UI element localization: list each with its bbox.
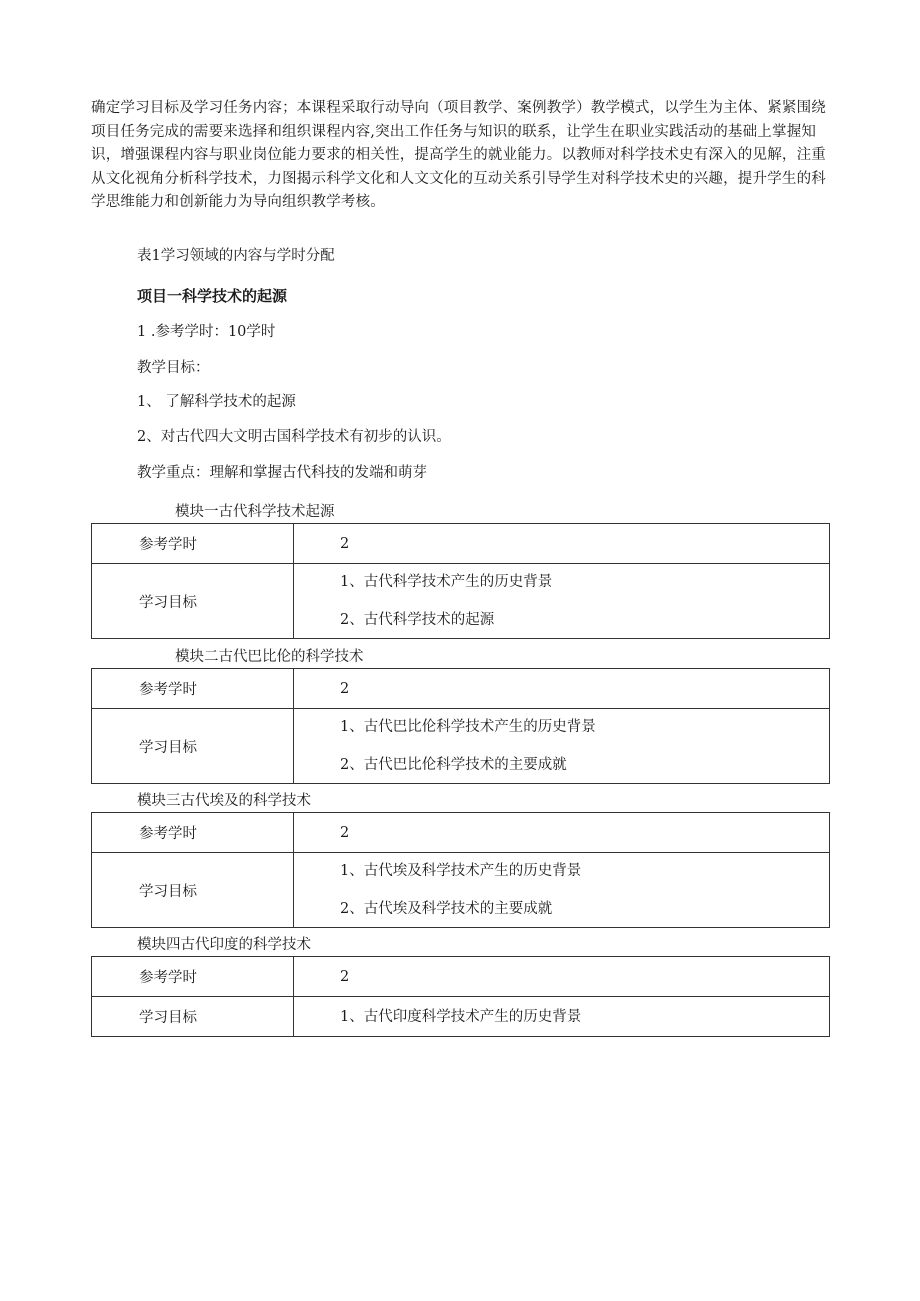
teaching-focus: 教学重点：理解和掌握古代科技的发端和萌芽 (137, 465, 427, 481)
goals-cell (294, 853, 830, 928)
module-table (91, 812, 830, 928)
table-row (92, 709, 830, 784)
objectives-label: 教学目标： (137, 360, 210, 376)
goals-cell (294, 709, 830, 784)
table-row (92, 669, 830, 709)
goals-label: 学习目标 (92, 853, 294, 928)
goals-label: 学习目标 (92, 564, 294, 639)
module-table (91, 523, 830, 639)
hours-label: 参考学时 (92, 669, 294, 709)
goal-item: 2、古代科学技术的起源 (340, 612, 495, 628)
goal-item: 1、古代科学技术产生的历史背景 (340, 574, 553, 590)
goals-label: 学习目标 (92, 997, 294, 1037)
table-row (92, 997, 830, 1037)
table-row (92, 853, 830, 928)
goal-item: 2、古代巴比伦科学技术的主要成就 (340, 757, 567, 773)
hours-value: 2 (294, 957, 830, 997)
table-caption: 表1学习领域的内容与学时分配 (137, 248, 335, 264)
table-row (92, 524, 830, 564)
goal-item: 1、古代印度科学技术产生的历史背景 (340, 1008, 582, 1025)
hours-value: 2 (294, 813, 830, 853)
goals-label: 学习目标 (92, 709, 294, 784)
table-row (92, 564, 830, 639)
module-title: 模块一古代科学技术起源 (175, 504, 335, 520)
module-title: 模块四古代印度的科学技术 (137, 937, 311, 953)
module-title: 模块三古代埃及的科学技术 (137, 793, 311, 809)
goals-cell (294, 997, 830, 1037)
hours-label: 参考学时 (92, 524, 294, 564)
table-row (92, 813, 830, 853)
module-title: 模块二古代巴比伦的科学技术 (175, 649, 364, 665)
hours-value: 2 (294, 669, 830, 709)
objective-item: 1、 了解科学技术的起源 (137, 394, 296, 410)
project-hours: 1 .参考学时：10学时 (137, 324, 276, 340)
table-row (92, 957, 830, 997)
intro-paragraph: 确定学习目标及学习任务内容；本课程采取行动导向（项目教学、案例教学）教学模式，以学生为主体、紧紧围绕项目任务完成的需要来选择和组织课程内容,突出工作任务与知识的联系，让学生在职业实践活动的基础上掌握知识，增强课程内容与职业岗位能力要求的相关性，提高学生的就业能力。以教师对科学技术史有深入的见解，注重从文化视角分析科学技术，力图揭示科学文化和人文文化的互动关系引导学生对科学技术史的兴趣，提升学生的科学思维能力和创新能力为导向组织教学考核。 (91, 100, 826, 210)
project-title: 项目一科学技术的起源 (137, 287, 288, 305)
hours-label: 参考学时 (92, 813, 294, 853)
hours-value: 2 (294, 524, 830, 564)
goal-item: 1、古代埃及科学技术产生的历史背景 (340, 863, 582, 879)
goals-cell (294, 564, 830, 639)
goal-item: 1、古代巴比伦科学技术产生的历史背景 (340, 719, 596, 735)
goal-item: 2、古代埃及科学技术的主要成就 (340, 901, 553, 917)
objective-item: 2、对古代四大文明古国科学技术有初步的认识。 (137, 429, 451, 445)
hours-label: 参考学时 (92, 957, 294, 997)
module-table (91, 668, 830, 784)
module-table (91, 956, 830, 1037)
